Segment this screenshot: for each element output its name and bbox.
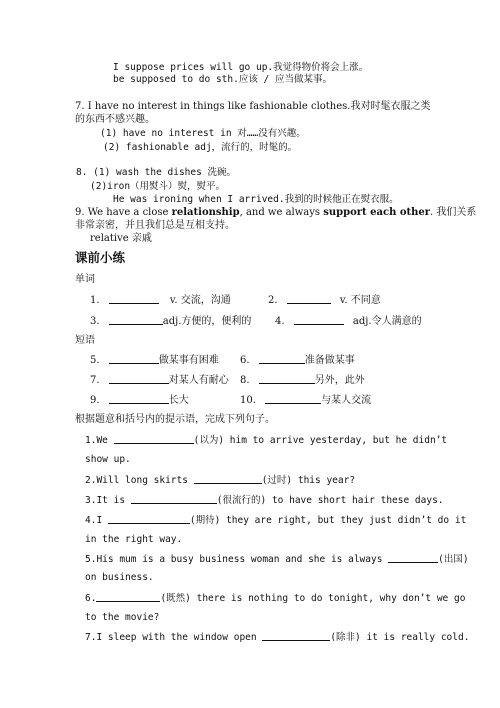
item-number: 9.: [90, 395, 100, 406]
item-hint: 对某人有耐心: [168, 375, 229, 386]
item-number: 5.: [90, 355, 100, 366]
item-8-line-1: 8. (1) wash the dishes 洗碗。: [76, 167, 237, 178]
item-number: 1.: [85, 435, 97, 446]
item-hint: 准备做某事: [304, 355, 355, 366]
item-9-text: 9. We have a close: [75, 207, 172, 218]
phrase-item: [90, 353, 219, 368]
item-8-line-2: (2)iron（用熨斗）熨，熨平。: [90, 181, 226, 192]
item-number: 7.: [85, 632, 97, 643]
item-number: 2.: [85, 475, 97, 486]
item-9-line-1: [75, 206, 476, 220]
item-hint: 做某事有困难: [158, 355, 219, 366]
answer-blank[interactable]: [109, 293, 159, 304]
phrase-label: 短语: [75, 335, 95, 346]
vocab-item: [90, 293, 231, 308]
item-7-line-2: 的东西不感兴趣。: [75, 114, 155, 125]
sentence-1: [85, 433, 447, 448]
answer-blank[interactable]: [109, 314, 163, 325]
vocab-item: [268, 293, 381, 308]
note-line: be supposed to do sth.应该 / 应当做某事。: [113, 74, 332, 85]
phrase-item: [240, 393, 371, 408]
answer-blank[interactable]: [109, 373, 169, 384]
answer-blank[interactable]: [287, 293, 331, 304]
vocab-label: 单词: [75, 274, 95, 285]
item-number: 4.: [275, 316, 285, 327]
vocab-item: [90, 314, 251, 329]
sentence-text: (除非) it is really cold.: [330, 632, 470, 643]
phrase-item: [240, 353, 355, 368]
item-number: 3.: [85, 495, 97, 506]
item-9-text: , and we always: [239, 207, 324, 218]
item-9-line-2: 非常亲密，并且我们总是互相支持。: [75, 220, 235, 231]
answer-blank[interactable]: [109, 393, 169, 404]
sentence-text: (很流行的) to have short hair these days.: [216, 495, 444, 506]
item-7-sub-2: (2) fashionable adj，流行的，时髦的。: [103, 142, 298, 153]
sentence-6-cont: to the movie?: [85, 612, 160, 623]
sentence-text: (期待) they are right, but they just didn’t do it: [189, 515, 467, 526]
sentence-3: [85, 493, 444, 508]
sentence-4: [85, 513, 466, 528]
sentence-7: [85, 630, 469, 645]
item-9-line-3: relative 亲戚: [90, 233, 152, 244]
sentence-4-cont: in the right way.: [85, 534, 183, 545]
sentence-text: (以为) him to arrive yesterday, but he didn’t: [193, 435, 448, 446]
item-number: 4.: [85, 515, 97, 526]
sentence-5-cont: on business.: [85, 572, 154, 583]
note-line: I suppose prices will go up.我觉得物价将会上涨。: [113, 62, 369, 73]
item-hint: v. 交流，沟通: [169, 295, 231, 306]
vocab-item: [275, 314, 422, 329]
item-9-text: . 我们关系: [430, 207, 477, 218]
sentence-2: [85, 473, 355, 488]
item-hint: adj.令人满意的: [352, 316, 422, 327]
sentence-text: It is: [96, 495, 131, 506]
keyword-relationship: relationship: [171, 207, 240, 218]
answer-blank[interactable]: [259, 373, 315, 384]
answer-blank[interactable]: [265, 393, 321, 404]
item-number: 10.: [240, 395, 256, 406]
item-number: 7.: [90, 375, 100, 386]
sentence-text: (过时) this year?: [261, 475, 356, 486]
sentence-text: We: [96, 435, 114, 446]
phrase-item: [90, 393, 189, 408]
answer-blank[interactable]: [131, 493, 217, 504]
item-number: 6.: [240, 355, 250, 366]
item-number: 3.: [90, 316, 100, 327]
item-number: 5.: [85, 554, 97, 565]
item-hint: adj.方便的，便利的: [162, 316, 252, 327]
instructions: 根据题意和括号内的提示语，完成下列句子。: [75, 414, 275, 425]
answer-blank[interactable]: [194, 473, 262, 484]
phrase-item: [240, 373, 365, 388]
item-8-line-3: He was ironing when I arrived.我到的时候他正在熨衣服。: [113, 194, 399, 205]
sentence-text: I: [96, 515, 108, 526]
item-hint: 与某人交流: [321, 395, 372, 406]
sentence-text: Will long skirts: [96, 475, 194, 486]
answer-blank[interactable]: [294, 314, 344, 325]
item-hint: 长大: [168, 395, 189, 406]
item-7-line-1: 7. I have no interest in things like fashionable clothes.我对时髦衣服之类: [75, 101, 431, 112]
item-number: 2.: [268, 295, 278, 306]
sentence-text: I sleep with the window open: [96, 632, 263, 643]
sentence-text: (既然) there is nothing to do tonight, why don’t we go: [160, 593, 466, 604]
answer-blank[interactable]: [108, 513, 190, 524]
answer-blank[interactable]: [388, 552, 438, 563]
sentence-5: [85, 552, 469, 567]
sentence-text: His mum is a busy business woman and she is always: [96, 554, 389, 565]
sentence-text: (出国): [438, 554, 469, 565]
answer-blank[interactable]: [259, 353, 305, 364]
answer-blank[interactable]: [109, 353, 159, 364]
item-hint: 另外，此外: [314, 375, 365, 386]
section-title: 课前小练: [75, 250, 126, 265]
item-hint: v. 不同意: [339, 295, 381, 306]
answer-blank[interactable]: [96, 591, 160, 602]
item-number: 6.: [85, 593, 97, 604]
answer-blank[interactable]: [114, 433, 194, 444]
answer-blank[interactable]: [262, 630, 330, 641]
item-number: 8.: [240, 375, 250, 386]
item-7-sub-1: (1) have no interest in 对……没有兴趣。: [100, 128, 306, 139]
sentence-1-cont: show up.: [85, 454, 131, 465]
keyword-support: support each other: [323, 207, 431, 218]
item-number: 1.: [90, 295, 100, 306]
sentence-6: [85, 591, 465, 606]
phrase-item: [90, 373, 229, 388]
